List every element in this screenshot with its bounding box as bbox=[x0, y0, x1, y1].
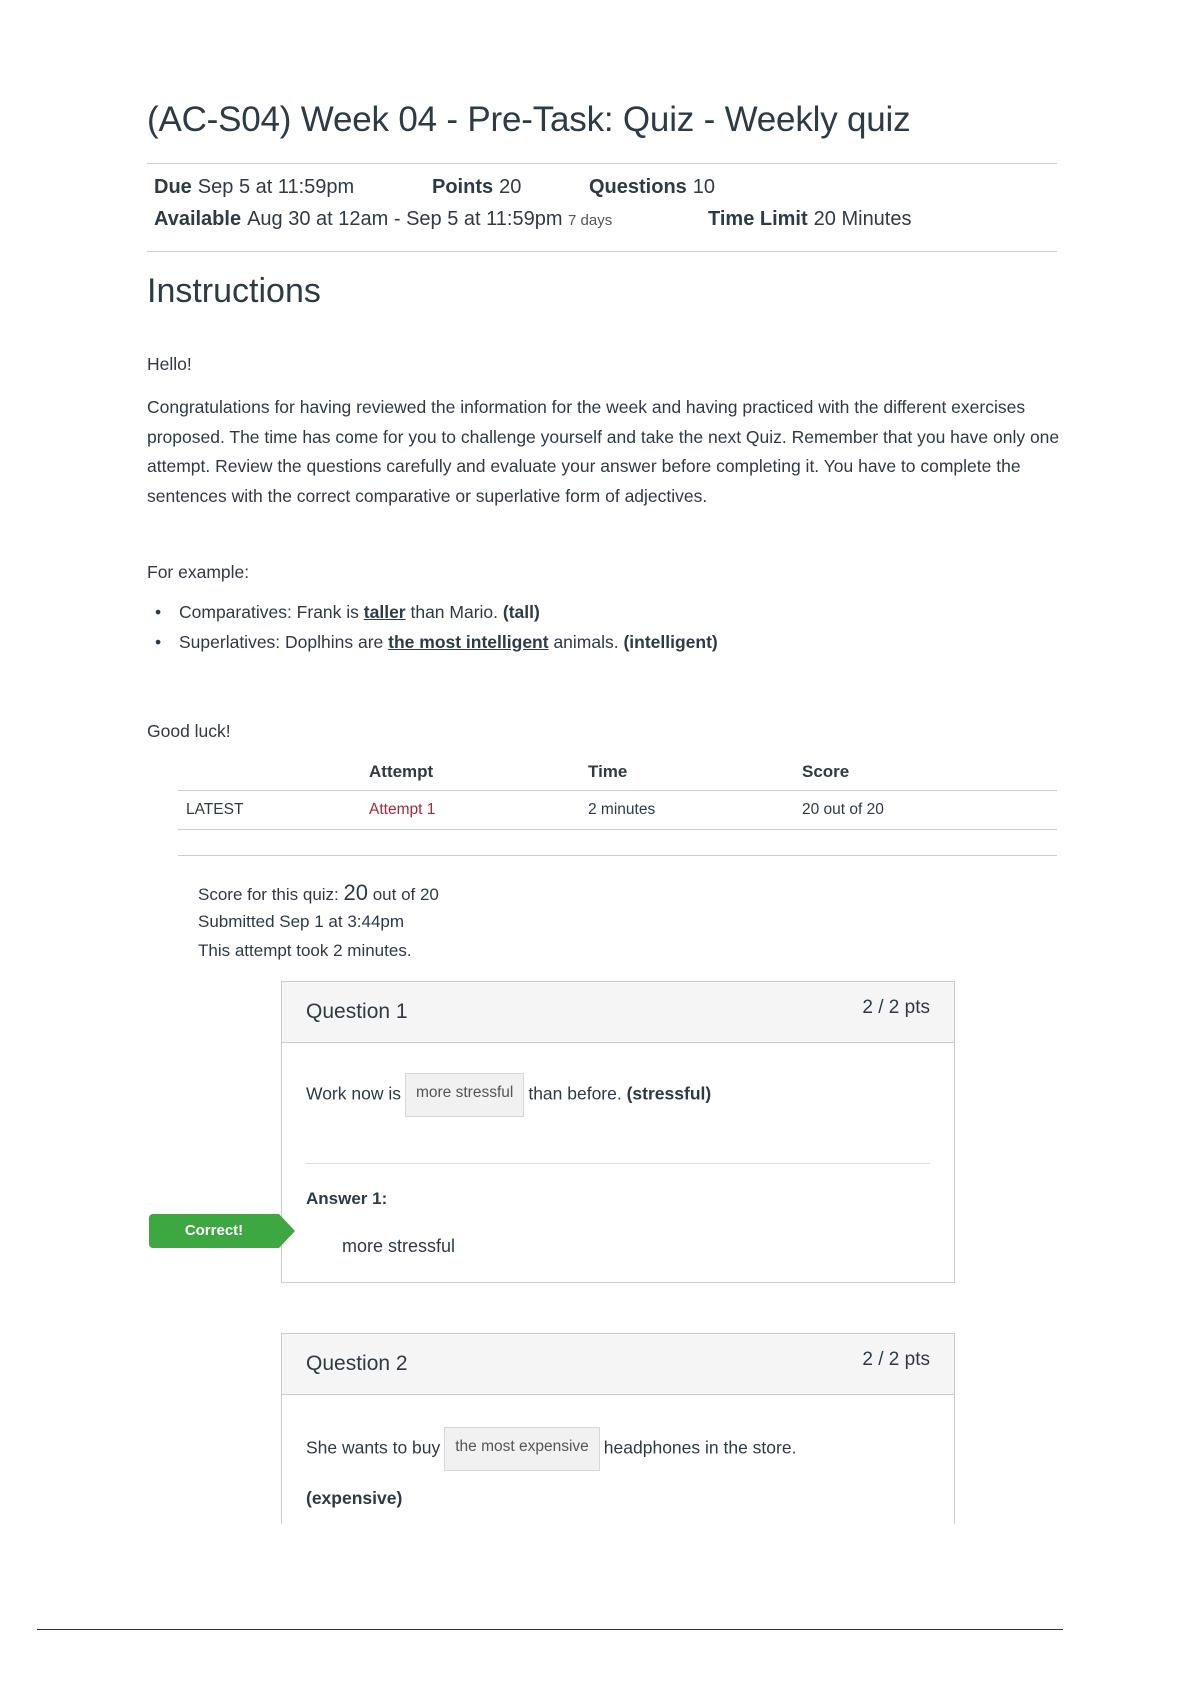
answer-input[interactable]: the most expensive bbox=[444, 1427, 600, 1471]
question-text: She wants to buy the most expensive headphones in the store. bbox=[306, 1427, 796, 1471]
submitted-info: Submitted Sep 1 at 3:44pm bbox=[198, 912, 405, 931]
question-divider bbox=[306, 1163, 930, 1164]
attempts-table-header bbox=[178, 752, 1057, 790]
example-hint: (tall) bbox=[502, 602, 540, 622]
attempt-score: 20 out of 20 bbox=[802, 801, 884, 818]
question-hint: (expensive) bbox=[306, 1488, 403, 1508]
correct-flag-arrow bbox=[279, 1214, 295, 1248]
points-label: Points bbox=[432, 176, 494, 198]
column-header-score: Score bbox=[802, 762, 850, 781]
question-text: Work now is more stressful than before. (stressful) bbox=[306, 1073, 711, 1117]
instructions-heading: Instructions bbox=[147, 272, 321, 310]
available-label: Available bbox=[154, 208, 242, 230]
due-info bbox=[154, 176, 354, 199]
quiz-score: Score for this quiz: 20 out of 20 bbox=[198, 880, 439, 905]
question-hint: (stressful) bbox=[626, 1083, 712, 1104]
example-answer: the most intelligent bbox=[388, 632, 549, 652]
questions-value: 10 bbox=[692, 176, 716, 198]
available-days: 7 days bbox=[568, 212, 613, 229]
question-header bbox=[282, 982, 954, 1043]
attempt-time: 2 minutes bbox=[588, 801, 656, 818]
example-answer: taller bbox=[363, 602, 406, 622]
attempt-duration: This attempt took 2 minutes. bbox=[198, 941, 412, 960]
page-footer-rule bbox=[37, 1629, 1063, 1630]
attempts-divider bbox=[178, 855, 1057, 856]
questions-info bbox=[589, 176, 715, 199]
question-points: 2 / 2 pts bbox=[862, 997, 930, 1018]
question-card bbox=[281, 981, 955, 1283]
available-info bbox=[154, 208, 612, 231]
question-points: 2 / 2 pts bbox=[862, 1349, 930, 1370]
points-info bbox=[432, 176, 521, 199]
answer-input[interactable]: more stressful bbox=[405, 1073, 524, 1117]
question-title: Question 1 bbox=[306, 1000, 408, 1023]
points-value: 20 bbox=[499, 176, 522, 198]
correct-flag bbox=[149, 1214, 297, 1248]
due-label: Due bbox=[154, 176, 192, 198]
time-limit-label: Time Limit bbox=[708, 208, 808, 230]
page-title: (AC-S04) Week 04 - Pre-Task: Quiz - Weekly quiz bbox=[147, 100, 911, 139]
answer-label: Answer 1: bbox=[306, 1189, 388, 1208]
time-limit-value: 20 Minutes bbox=[813, 208, 912, 230]
available-value: Aug 30 at 12am - Sep 5 at 11:59pm bbox=[247, 208, 563, 230]
score-value: 20 bbox=[343, 880, 368, 905]
title-divider bbox=[147, 163, 1057, 164]
example-hint: (intelligent) bbox=[623, 632, 718, 652]
row-label: LATEST bbox=[186, 801, 244, 818]
due-value: Sep 5 at 11:59pm bbox=[197, 176, 355, 198]
for-example-label: For example: bbox=[147, 562, 250, 582]
table-row bbox=[178, 790, 1057, 830]
question-title: Question 2 bbox=[306, 1352, 408, 1375]
answer-value: more stressful bbox=[342, 1236, 456, 1256]
good-luck: Good luck! bbox=[147, 721, 231, 741]
question-card bbox=[281, 1333, 955, 1524]
instructions-body: Congratulations for having reviewed the information for the week and having practiced with the different exercises proposed. The time has come for you to challenge yourself and take the next Quiz. Remember that you have only one attempt. Review the questions carefully and evaluate your answer before completing it. You have to complete the sentences with the correct comparative or superlative form of adjectives. bbox=[147, 397, 1060, 506]
attempts-table bbox=[178, 752, 1057, 830]
question-header bbox=[282, 1334, 954, 1395]
list-item: • Superlatives: Doplhins are the most intelligent animals. (intelligent) bbox=[155, 632, 718, 652]
column-header-time: Time bbox=[588, 762, 628, 781]
time-limit-info bbox=[708, 208, 912, 231]
attempt-link[interactable]: Attempt 1 bbox=[369, 801, 436, 818]
correct-label: Correct! bbox=[149, 1214, 279, 1248]
column-header-attempt: Attempt bbox=[369, 762, 434, 781]
list-item: • Comparatives: Frank is taller than Mario. (tall) bbox=[155, 602, 540, 622]
meta-divider bbox=[147, 251, 1057, 252]
examples-list bbox=[155, 597, 718, 657]
greeting: Hello! bbox=[147, 354, 192, 374]
questions-label: Questions bbox=[589, 176, 687, 198]
